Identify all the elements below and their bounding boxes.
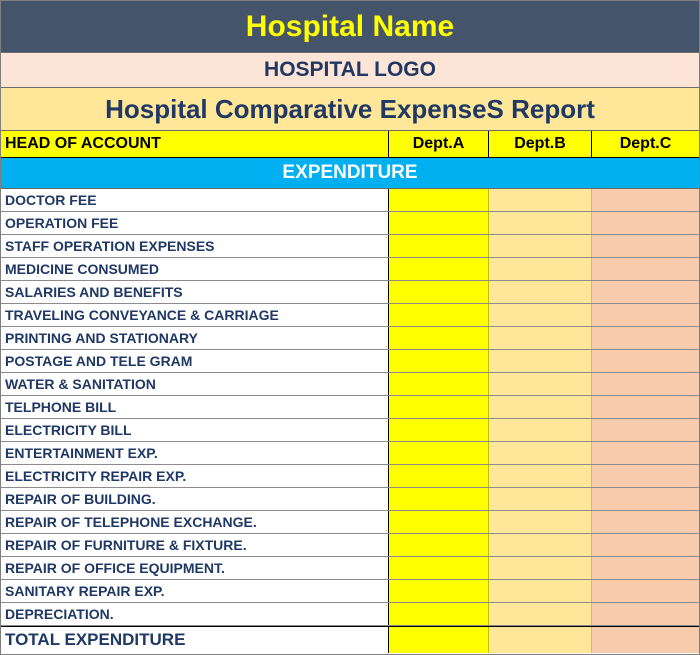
dept-c-cell[interactable]: [592, 189, 699, 211]
dept-b-cell[interactable]: [489, 373, 592, 395]
total-row: [1, 626, 699, 653]
table-row: [1, 557, 699, 580]
dept-b-cell[interactable]: [489, 327, 592, 349]
dept-b-cell[interactable]: [489, 396, 592, 418]
dept-a-cell[interactable]: [389, 281, 489, 303]
dept-c-cell[interactable]: [592, 304, 699, 326]
dept-a-cell[interactable]: [389, 580, 489, 602]
dept-b-cell[interactable]: [489, 304, 592, 326]
dept-a-cell[interactable]: [389, 488, 489, 510]
account-label[interactable]: TELPHONE BILL: [1, 396, 389, 418]
dept-c-cell[interactable]: [592, 442, 699, 464]
table-row: [1, 304, 699, 327]
dept-a-cell[interactable]: [389, 557, 489, 579]
table-row: [1, 580, 699, 603]
account-label[interactable]: DOCTOR FEE: [1, 189, 389, 211]
header-head-of-account[interactable]: HEAD OF ACCOUNT: [1, 131, 389, 157]
total-expenditure-label[interactable]: TOTAL EXPENDITURE: [1, 627, 389, 653]
dept-a-cell[interactable]: [389, 189, 489, 211]
dept-b-cell[interactable]: [489, 511, 592, 533]
account-label[interactable]: ELECTRICITY BILL: [1, 419, 389, 441]
dept-a-cell[interactable]: [389, 212, 489, 234]
dept-b-cell[interactable]: [489, 189, 592, 211]
dept-b-cell[interactable]: [489, 488, 592, 510]
dept-b-cell[interactable]: [489, 235, 592, 257]
table-row: [1, 189, 699, 212]
total-dept-b-cell[interactable]: [489, 627, 592, 653]
dept-c-cell[interactable]: [592, 488, 699, 510]
dept-a-cell[interactable]: [389, 511, 489, 533]
account-label[interactable]: STAFF OPERATION EXPENSES: [1, 235, 389, 257]
total-dept-c-cell[interactable]: [592, 627, 699, 653]
dept-a-cell[interactable]: [389, 350, 489, 372]
account-label[interactable]: POSTAGE AND TELE GRAM: [1, 350, 389, 372]
account-label[interactable]: TRAVELING CONVEYANCE & CARRIAGE: [1, 304, 389, 326]
hospital-name[interactable]: Hospital Name: [1, 1, 699, 53]
dept-c-cell[interactable]: [592, 603, 699, 625]
table-row: [1, 258, 699, 281]
account-label[interactable]: REPAIR OF TELEPHONE EXCHANGE.: [1, 511, 389, 533]
table-row: [1, 212, 699, 235]
dept-c-cell[interactable]: [592, 511, 699, 533]
dept-c-cell[interactable]: [592, 281, 699, 303]
dept-a-cell[interactable]: [389, 258, 489, 280]
table-row: [1, 603, 699, 626]
table-row: [1, 373, 699, 396]
dept-a-cell[interactable]: [389, 603, 489, 625]
header-dept-b[interactable]: Dept.B: [489, 131, 592, 157]
dept-c-cell[interactable]: [592, 580, 699, 602]
dept-c-cell[interactable]: [592, 327, 699, 349]
dept-a-cell[interactable]: [389, 373, 489, 395]
dept-b-cell[interactable]: [489, 258, 592, 280]
dept-a-cell[interactable]: [389, 396, 489, 418]
table-row: [1, 327, 699, 350]
dept-a-cell[interactable]: [389, 419, 489, 441]
dept-b-cell[interactable]: [489, 580, 592, 602]
column-header-row: [1, 131, 699, 158]
dept-c-cell[interactable]: [592, 212, 699, 234]
dept-b-cell[interactable]: [489, 557, 592, 579]
account-label[interactable]: OPERATION FEE: [1, 212, 389, 234]
dept-b-cell[interactable]: [489, 212, 592, 234]
dept-a-cell[interactable]: [389, 327, 489, 349]
account-label[interactable]: SALARIES AND BENEFITS: [1, 281, 389, 303]
header-dept-a[interactable]: Dept.A: [389, 131, 489, 157]
dept-c-cell[interactable]: [592, 350, 699, 372]
account-label[interactable]: DEPRECIATION.: [1, 603, 389, 625]
dept-c-cell[interactable]: [592, 465, 699, 487]
account-label[interactable]: ENTERTAINMENT EXP.: [1, 442, 389, 464]
dept-c-cell[interactable]: [592, 396, 699, 418]
account-label[interactable]: PRINTING AND STATIONARY: [1, 327, 389, 349]
report-title[interactable]: Hospital Comparative ExpenseS Report: [1, 88, 699, 131]
dept-c-cell[interactable]: [592, 419, 699, 441]
header-dept-c[interactable]: Dept.C: [619, 135, 672, 152]
table-row: [1, 465, 699, 488]
hospital-logo[interactable]: HOSPITAL LOGO: [1, 53, 699, 88]
table-row: [1, 235, 699, 258]
account-label[interactable]: REPAIR OF FURNITURE & FIXTURE.: [1, 534, 389, 556]
dept-c-cell[interactable]: [592, 258, 699, 280]
section-expenditure[interactable]: EXPENDITURE: [1, 158, 699, 189]
dept-c-cell[interactable]: [592, 373, 699, 395]
dept-c-cell[interactable]: [592, 235, 699, 257]
table-row: [1, 281, 699, 304]
table-row: [1, 419, 699, 442]
account-label[interactable]: SANITARY REPAIR EXP.: [1, 580, 389, 602]
account-label[interactable]: MEDICINE CONSUMED: [1, 258, 389, 280]
total-dept-a-cell[interactable]: [389, 627, 489, 653]
dept-b-cell[interactable]: [489, 534, 592, 556]
table-row: [1, 488, 699, 511]
dept-b-cell[interactable]: [489, 442, 592, 464]
dept-b-cell[interactable]: [489, 350, 592, 372]
dept-a-cell[interactable]: [389, 465, 489, 487]
table-row: [1, 350, 699, 373]
account-label[interactable]: ELECTRICITY REPAIR EXP.: [1, 465, 389, 487]
dept-c-cell[interactable]: [592, 557, 699, 579]
expense-rows: [1, 189, 699, 653]
dept-b-cell[interactable]: [489, 419, 592, 441]
table-row: [1, 534, 699, 557]
dept-b-cell[interactable]: [489, 281, 592, 303]
dept-a-cell[interactable]: [389, 442, 489, 464]
table-row: [1, 396, 699, 419]
dept-a-cell[interactable]: [389, 235, 489, 257]
table-row: [1, 442, 699, 465]
dept-a-cell[interactable]: [389, 304, 489, 326]
account-label[interactable]: REPAIR OF BUILDING.: [1, 488, 389, 510]
table-row: [1, 511, 699, 534]
account-label[interactable]: WATER & SANITATION: [1, 373, 389, 395]
dept-b-cell[interactable]: [489, 603, 592, 625]
dept-b-cell[interactable]: [489, 465, 592, 487]
dept-a-cell[interactable]: [389, 534, 489, 556]
dept-c-cell[interactable]: [592, 534, 699, 556]
account-label[interactable]: REPAIR OF OFFICE EQUIPMENT.: [1, 557, 389, 579]
